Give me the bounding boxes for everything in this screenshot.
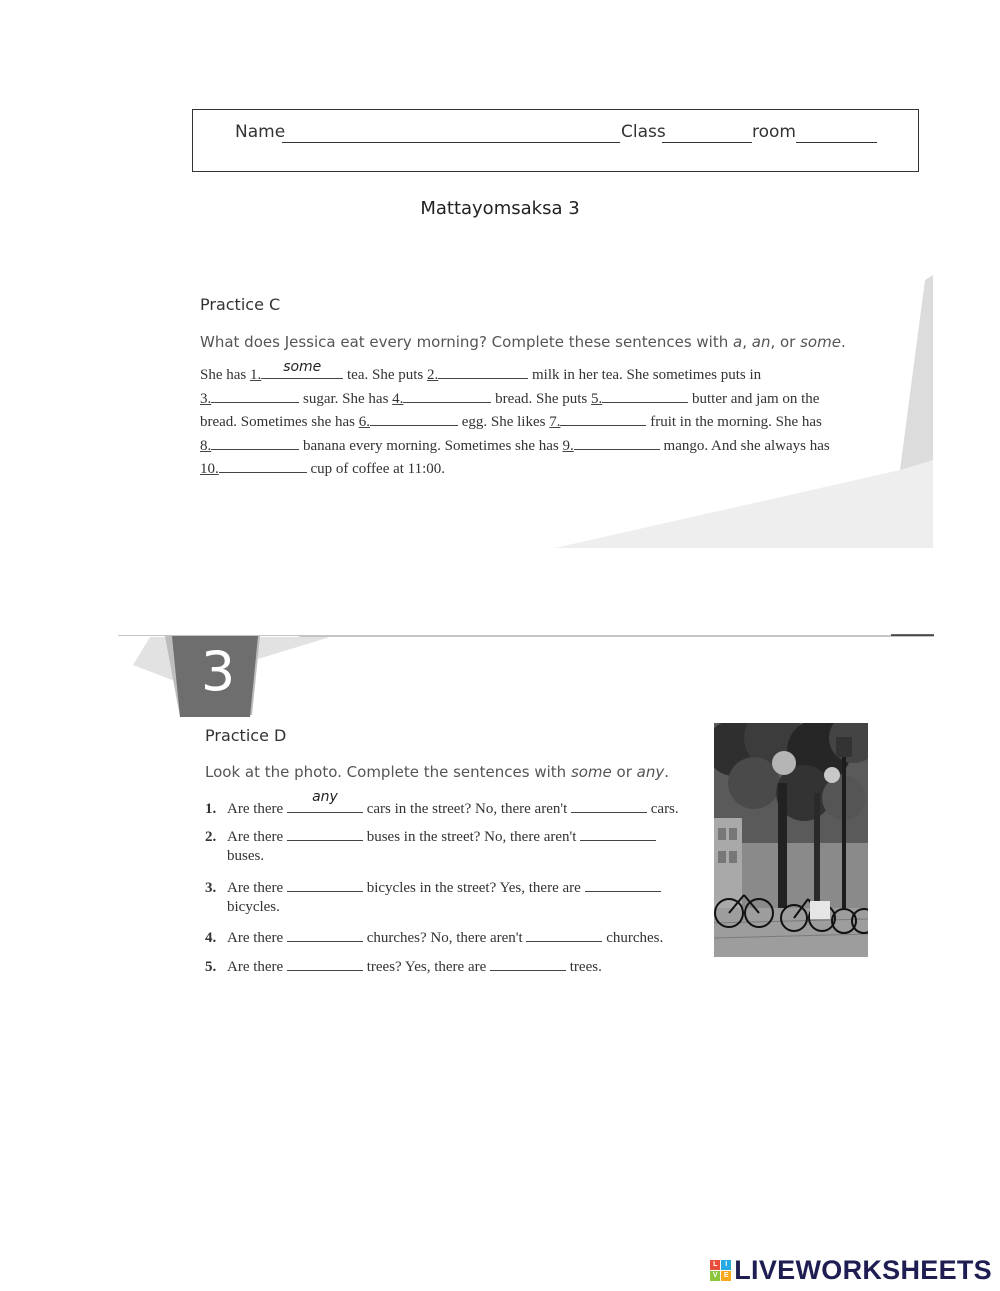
d-blank-2b[interactable] [580, 825, 656, 841]
practice-c-line-1 [200, 359, 762, 384]
blank-number: 5. [591, 391, 603, 407]
practice-d-instruction [205, 763, 669, 781]
d-blank-2a[interactable] [287, 825, 363, 841]
item-number: 3. [205, 880, 217, 896]
instruction-sep: or [611, 763, 637, 781]
street-photo [714, 723, 868, 957]
d-blank-3b[interactable] [585, 876, 661, 892]
item-number: 2. [205, 829, 217, 845]
practice-d-item-2 [205, 825, 656, 846]
practice-d-title: Practice D [205, 726, 287, 745]
subtitle: Mattayomsaksa 3 [420, 198, 580, 219]
blank-9[interactable] [574, 434, 660, 450]
blank-1-answer: some [283, 359, 322, 375]
liveworksheets-logo [710, 1255, 992, 1286]
class-label: Class [621, 122, 666, 142]
practice-c-line-5 [200, 457, 445, 478]
instruction-text: What does Jessica eat every morning? Complete these sentences with [200, 333, 733, 351]
blank-number: 3. [200, 391, 212, 407]
blank-number: 2. [427, 367, 439, 383]
d-blank-4a[interactable] [287, 926, 363, 942]
item-number: 1. [205, 801, 217, 817]
blank-number: 1. [250, 367, 262, 383]
logo-cube-letter: L [710, 1260, 720, 1270]
sentence-text: egg. She likes [457, 414, 550, 430]
unit-number: 3 [200, 640, 236, 703]
instruction-word-any: any [636, 763, 665, 781]
d-blank-5b[interactable] [490, 955, 566, 971]
item-number: 5. [205, 959, 217, 975]
item-number: 4. [205, 930, 217, 946]
practice-c-line-4 [200, 434, 830, 455]
logo-cube-letter: V [710, 1271, 720, 1281]
instruction-word-some: some [800, 333, 841, 351]
blank-number: 10. [200, 461, 219, 477]
blank-10[interactable] [219, 457, 307, 473]
d-blank-4b[interactable] [526, 926, 602, 942]
blank-5[interactable] [602, 387, 688, 403]
blank-1[interactable] [261, 359, 343, 379]
unit-tab-graphic [0, 625, 1000, 725]
blank-number: 9. [562, 438, 574, 454]
blank-2[interactable] [438, 363, 528, 379]
practice-d-item-5 [205, 955, 602, 976]
sentence-text: tea. She puts [343, 367, 427, 383]
sentence-text: bicycles in the street? Yes, there are [362, 880, 585, 896]
practice-c-background-shape [0, 0, 1000, 640]
sentence-text: sugar. She has [299, 391, 393, 407]
practice-c-instruction [200, 333, 846, 351]
name-label: Name [235, 122, 286, 142]
sentence-text: butter and jam on the [688, 391, 820, 407]
d-blank-1a[interactable] [287, 789, 363, 813]
sentence-text: Are there [227, 829, 287, 845]
logo-cube-letter: E [721, 1271, 731, 1281]
blank-8[interactable] [211, 434, 299, 450]
sentence-text: mango. And she always has [659, 438, 830, 454]
blank-4[interactable] [403, 387, 491, 403]
sentence-text: churches. [602, 930, 664, 946]
blank-number: 6. [358, 414, 370, 430]
instruction-end: . [840, 333, 846, 351]
instruction-word-an: an [751, 333, 771, 351]
sentence-text: milk in her tea. She sometimes puts in [528, 367, 762, 383]
practice-d-item-1 [205, 789, 679, 818]
practice-d-item-3 [205, 876, 661, 897]
blank-number: 8. [200, 438, 212, 454]
practice-c-line-2 [200, 387, 819, 408]
practice-c-title: Practice C [200, 295, 281, 314]
logo-text: LIVEWORKSHEETS [734, 1255, 992, 1285]
instruction-end: . [664, 763, 670, 781]
instruction-sep: , [742, 333, 752, 351]
logo-cube-letter: I [721, 1260, 731, 1270]
instruction-sep: , or [770, 333, 801, 351]
sentence-text: cup of coffee at 11:00. [306, 461, 446, 477]
d-blank-1b[interactable] [571, 797, 647, 813]
practice-d-item-2-cont: buses. [227, 848, 265, 864]
sentence-text: Are there [227, 880, 287, 896]
sentence-text: buses in the street? No, there aren't [362, 829, 581, 845]
practice-d-item-3-cont: bicycles. [227, 899, 280, 915]
blank-7[interactable] [560, 410, 646, 426]
sentence-text: trees. [566, 959, 602, 975]
sentence-text: churches? No, there aren't [362, 930, 527, 946]
instruction-text: Look at the photo. Complete the sentences with [205, 763, 571, 781]
d-blank-3a[interactable] [287, 876, 363, 892]
sentence-text: banana every morning. Sometimes she has [299, 438, 563, 454]
blank-number: 4. [392, 391, 404, 407]
sentence-text: bread. Sometimes she has [200, 414, 359, 430]
instruction-word-some: some [570, 763, 612, 781]
blank-6[interactable] [370, 410, 458, 426]
sentence-text: cars in the street? No, there aren't [362, 801, 571, 817]
sentence-text: cars. [647, 801, 679, 817]
practice-c-line-3 [200, 410, 822, 431]
sentence-text: trees? Yes, there are [362, 959, 490, 975]
sentence-text: Are there [227, 801, 287, 817]
practice-d-item-4 [205, 926, 663, 947]
sentence-text: bread. She puts [491, 391, 591, 407]
blank-number: 7. [549, 414, 561, 430]
blank-3[interactable] [211, 387, 299, 403]
d-blank-1a-answer: any [312, 789, 338, 805]
room-label: room [752, 122, 796, 142]
d-blank-5a[interactable] [287, 955, 363, 971]
sentence-text: Are there [227, 959, 287, 975]
logo-cube-icon [710, 1260, 731, 1281]
instruction-word-a: a [733, 333, 743, 351]
sentence-text: fruit in the morning. She has [646, 414, 822, 430]
sentence-text: Are there [227, 930, 287, 946]
sentence-text: She has [200, 367, 250, 383]
